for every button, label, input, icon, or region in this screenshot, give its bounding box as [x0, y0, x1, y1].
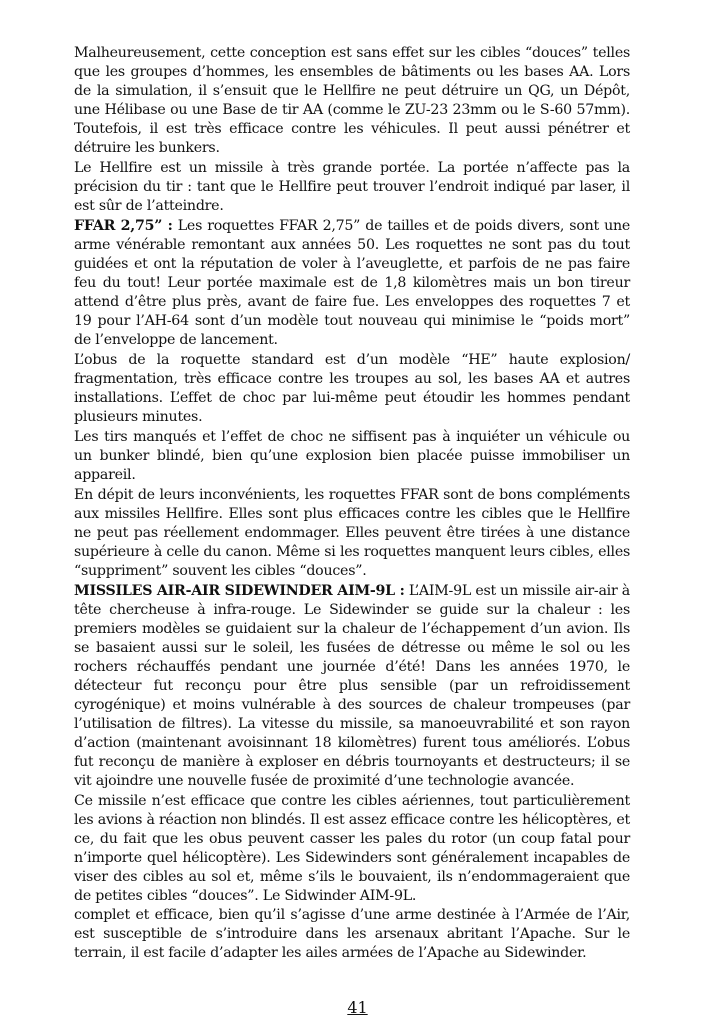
paragraph-ffar-summary [74, 486, 630, 581]
paragraph-text: Malheureusement, cette conception est sans effet sur les cibles “douces” telles que les groupes d’hommes, les ensembles de bâtiments ou les bases AA. Lors de la simulation, il s’ensuit que le Hellfire ne peut détruire un QG, un Dépôt, une Hélibase ou une Base de tir AA (comme le ZU-23 23mm ou le S-60 57mm). Toutefois, il est très efficace contre les véhicules. Il peut aussi pénétrer et détruire les bunkers. [74, 45, 630, 156]
paragraph-hellfire-limits [74, 44, 630, 158]
page-number: 41 [347, 998, 368, 1017]
paragraph-ffar-intro [74, 217, 630, 350]
paragraph-sidewinder-intro [74, 582, 630, 791]
paragraph-text: L’obus de la roquette standard est d’un modèle “HE” haute explosion/ fragmentation, très efficace contre les troupes au sol, les bases AA et autres installations. L’effet de choc par lui-même peut étoudir les hommes pendant plusieurs minutes. [74, 352, 630, 425]
paragraph-text: complet et efficace, bien qu’il s’agisse d’une arme destinée à l’Armée de l’Air, est susceptible de s’introduire dans les arsenaux abritant l’Apache. Sur le terrain, il est facile d’adapter les ailes armées de l’Apache au Sidewinder. [74, 907, 630, 961]
section-heading-ffar: FFAR 2,75” : [74, 218, 173, 234]
paragraph-text: Le Hellfire est un missile à très grande portée. La portée n’affecte pas la précision du tir : tant que le Hellfire peut trouver l’endroit indiqué par laser, il est sûr de l’atteindre. [74, 160, 630, 214]
paragraph-text: L’AIM-9L est un missile air-air à tête chercheuse à infra-rouge. Le Sidewinder se guide sur la chaleur : les premiers modèles se guidaient sur la chaleur de l’échappement d’un avion. Ils se basaient aussi sur le soleil, les fusées de détresse ou même le sol ou les rochers réchauffés pendant une journée d’été! Dans les années 1970, le détecteur fut reconçu pour être plus sensible (par un refroidissement cyrogénique) et moins vulnérable à des sources de chaleur trompeuses (par l’utilisation de filtres). La vitesse du missile, sa manoeuvrabilité et son rayon d’action (maintenant avoisinnant 18 kilomètres) furent tous améliorés. L’obus fut reconçu de manière à exploser en débris tournoyants et destructeurs; il se vit ajoindre une nouvelle fusée de proximité d’une technologie avancée. [74, 583, 630, 789]
paragraph-text: Les tirs manqués et l’effet de choc ne siffisent pas à inquiéter un véhicule ou un bunker blindé, bien qu’une explosion bien placée puisse immobiliser un appareil. [74, 429, 630, 483]
section-heading-sidewinder: MISSILES AIR-AIR SIDEWINDER AIM-9L : [74, 583, 405, 599]
paragraph-sidewinder-targets [74, 792, 630, 906]
paragraph-sidewinder-adoption [74, 906, 630, 963]
paragraph-text: En dépit de leurs inconvénients, les roquettes FFAR sont de bons compléments aux missiles Hellfire. Elles sont plus efficaces contre les cibles que le Hellfire ne peut pas réellement endommager. Elles peuvent être tirées à une distance supérieure à celle du canon. Même si les roquettes manquent leurs cibles, elles “suppriment” souvent les cibles “douces”. [74, 487, 630, 579]
paragraph-text: Les roquettes FFAR 2,75” de tailles et de poids divers, sont une arme vénérable remontant aux années 50. Les roquettes ne sont pas du tout guidées et ont la réputation de voler à l’aveuglette, et parfois de ne pas faire feu du tout! Leur portée maximale est de 1,8 kilomètres mais un bon tireur attend d’être plus près, avant de faire fue. Les enveloppes des roquettes 7 et 19 pour l’AH-64 sont d’un modèle tout nouveau qui minimise le “poids mort” de l’enveloppe de lancement. [74, 218, 630, 348]
paragraph-ffar-misses [74, 428, 630, 485]
paragraph-ffar-warhead [74, 351, 630, 427]
paragraph-text: Ce missile n’est efficace que contre les cibles aériennes, tout particulièrement les avions à réaction non blindés. Il est assez efficace contre les hélicoptères, et ce, du fait que les obus peuvent casser les pales du rotor (un coup fatal pour n’importe quel hélicoptère). Les Sidewinders sont généralement incapables de viser des cibles au sol et, même s’ils le bouvaient, ils n’endommageraient que de petites cibles “douces”. Le Sidwinder AIM-9L. [74, 793, 630, 904]
page-body [74, 44, 630, 963]
paragraph-hellfire-range [74, 159, 630, 216]
